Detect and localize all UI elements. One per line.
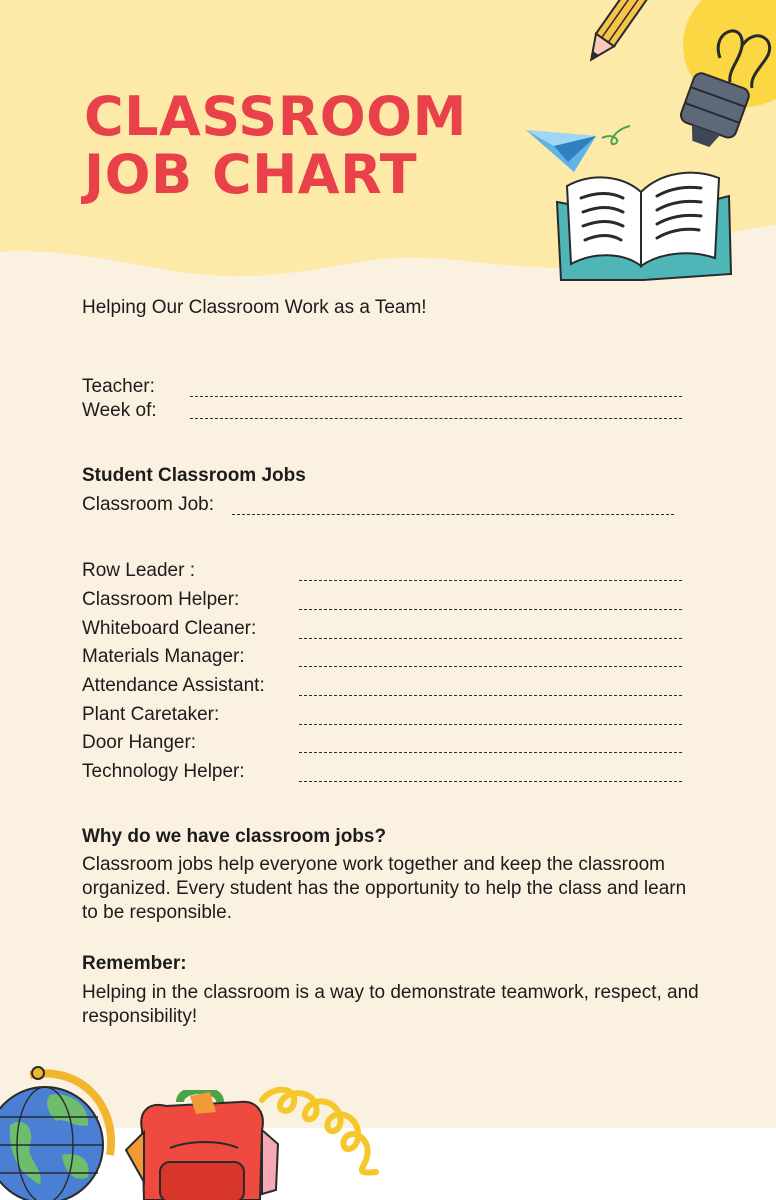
why-heading: Why do we have classroom jobs? [82,826,387,847]
week-of-label: Week of: [82,400,157,421]
pencil-icon [560,0,650,80]
job-row-label: Classroom Helper: [82,589,240,610]
job-row-field[interactable] [299,695,682,696]
job-row-label: Plant Caretaker: [82,704,220,725]
job-row-field[interactable] [299,724,682,725]
job-row-label: Technology Helper: [82,761,245,782]
job-row-label: Row Leader : [82,560,196,581]
classroom-job-field[interactable] [232,514,674,515]
spiral-doodle-icon [256,1082,386,1178]
classroom-job-label: Classroom Job: [82,494,214,515]
jobs-heading: Student Classroom Jobs [82,465,306,486]
week-of-field[interactable] [190,418,682,419]
page-title [84,85,467,206]
lightbulb-icon [650,0,776,160]
job-row-field[interactable] [299,752,682,753]
job-row-field[interactable] [299,609,682,610]
job-row-field[interactable] [299,666,682,667]
remember-body: Helping in the classroom is a way to demonstrate teamwork, respect, and responsibility! [82,982,699,1027]
job-row-field[interactable] [299,580,682,581]
job-row-label: Materials Manager: [82,646,245,667]
job-row-label: Door Hanger: [82,732,197,753]
job-row-field[interactable] [299,638,682,639]
job-row-field[interactable] [299,781,682,782]
job-row-label: Whiteboard Cleaner: [82,618,257,639]
title-line-1: CLASSROOM [84,85,467,148]
page-subtitle: Helping Our Classroom Work as a Team! [82,297,427,318]
globe-icon [0,1055,120,1200]
teacher-label: Teacher: [82,376,155,397]
why-body: Classroom jobs help everyone work together and keep the classroom organized. Every student has the opportunity to help the class and learn to be responsible. [82,854,687,923]
open-book-icon [553,162,735,284]
title-line-2: JOB CHART [84,143,418,206]
remember-heading: Remember: [82,953,187,974]
job-row-label: Attendance Assistant: [82,675,265,696]
teacher-field[interactable] [190,396,682,397]
